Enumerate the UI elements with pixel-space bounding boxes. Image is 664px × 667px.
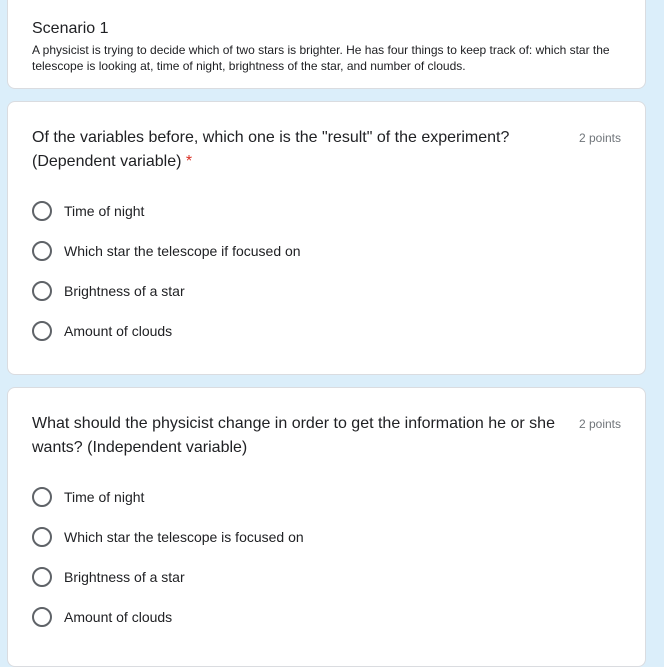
question-text (32, 126, 577, 174)
question-card-2 (7, 387, 646, 667)
option-label: Time of night (64, 489, 145, 505)
option-label: Which star the telescope if focused on (64, 243, 301, 259)
radio-option[interactable] (32, 525, 304, 549)
radio-option[interactable] (32, 199, 144, 223)
option-label: Amount of clouds (64, 323, 173, 339)
question-card-1 (7, 101, 646, 375)
scenario-card (7, 0, 646, 89)
radio-button[interactable] (32, 321, 52, 341)
radio-button[interactable] (32, 241, 52, 261)
radio-option[interactable] (32, 605, 172, 629)
radio-option[interactable] (32, 565, 185, 589)
radio-button[interactable] (32, 527, 52, 547)
radio-option[interactable] (32, 485, 144, 509)
radio-button[interactable] (32, 567, 52, 587)
radio-button[interactable] (32, 201, 52, 221)
question-text (32, 412, 577, 460)
option-label: Amount of clouds (64, 609, 173, 625)
radio-button[interactable] (32, 487, 52, 507)
question-title: Of the variables before, which one is the "result" of the experiment? (Dependent variable) (32, 129, 510, 170)
option-label: Time of night (64, 203, 145, 219)
radio-option[interactable] (32, 279, 185, 303)
required-asterisk: * (185, 153, 193, 170)
option-label: Which star the telescope is focused on (64, 529, 304, 545)
radio-button[interactable] (32, 607, 52, 627)
option-label: Brightness of a star (64, 569, 185, 585)
radio-option[interactable] (32, 319, 172, 343)
question-title: What should the physicist change in order to get the information he or she wants? (Independent variable) (32, 415, 555, 456)
points-label: 2 points (578, 131, 621, 145)
option-label: Brightness of a star (64, 283, 185, 299)
points-label: 2 points (578, 417, 621, 431)
radio-button[interactable] (32, 281, 52, 301)
section-description: A physicist is trying to decide which of two stars is brighter. He has four things to keep track of: which star the telescope is looking at, time of night, brightness of the star, and number of clouds. (32, 43, 610, 73)
section-title: Scenario 1 (32, 20, 109, 37)
radio-option[interactable] (32, 239, 301, 263)
